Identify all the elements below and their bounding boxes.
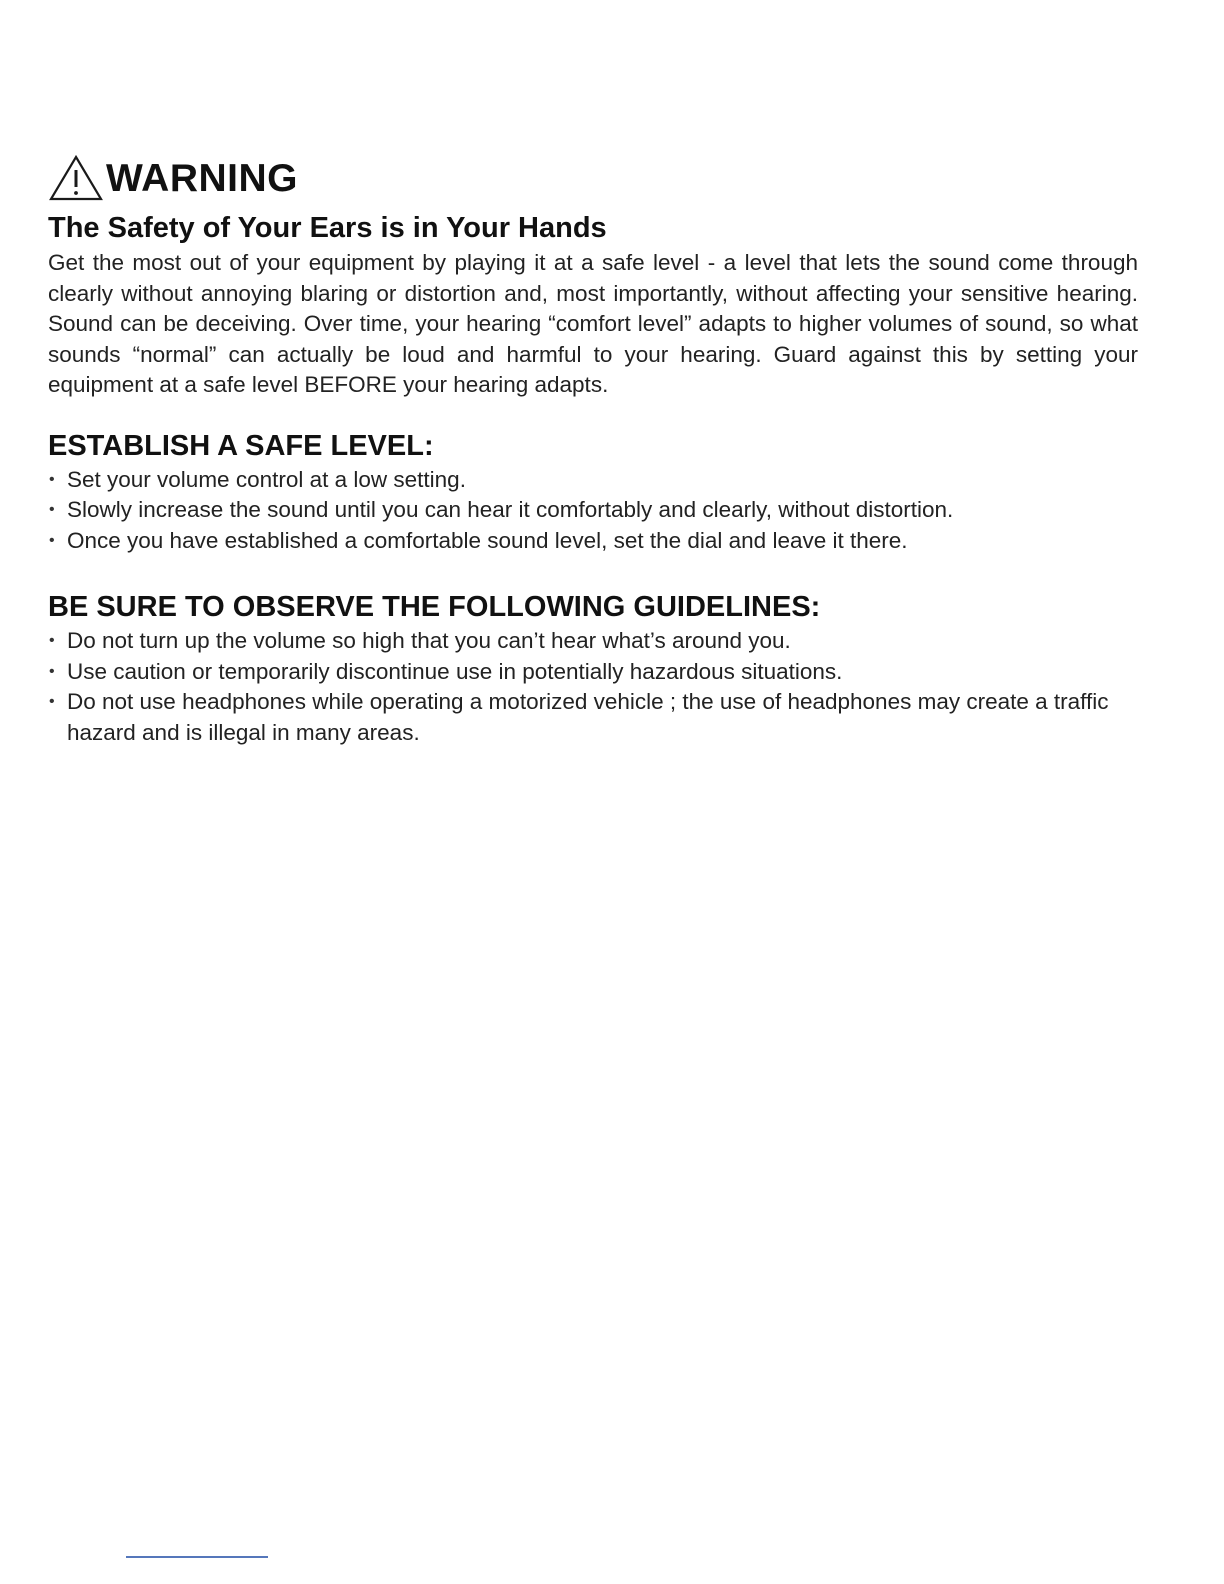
intro-paragraph: Get the most out of your equipment by playing it at a safe level - a level that lets the sound come through clearly without annoying blaring or distortion and, most importantly, without affecting your sensitive hearing. Sound can be deceiving. Over time, your hearing “comfort level” adapts to higher volumes of sound, so what sounds “normal” can actually be loud and harmful to your hearing. Guard against this by setting your equipment at a safe level BEFORE your hearing adapts. [48, 250, 1138, 397]
warning-header [48, 150, 1138, 202]
list-item: • Set your volume control at a low setting. [48, 465, 1138, 496]
warning-triangle-icon [48, 154, 104, 202]
list-item: • Do not use headphones while operating a motorized vehicle ; the use of headphones may create a traffic hazard and is illegal in many areas. [48, 687, 1138, 748]
list-item: • Use caution or temporarily discontinue use in potentially hazardous situations. [48, 657, 1138, 688]
list-item: • Slowly increase the sound until you can hear it comfortably and clearly, without distortion. [48, 495, 1138, 526]
safe-level-heading: ESTABLISH A SAFE LEVEL: [48, 429, 434, 462]
guidelines-heading: BE SURE TO OBSERVE THE FOLLOWING GUIDELINES: [48, 591, 821, 623]
document-page [48, 150, 1138, 748]
list-item: • Once you have established a comfortable sound level, set the dial and leave it there. [48, 526, 1138, 557]
safe-level-list [48, 465, 1138, 557]
list-item: • Do not turn up the volume so high that you can’t hear what’s around you. [48, 626, 1138, 657]
guidelines-list [48, 626, 1138, 748]
footer-divider [126, 1556, 268, 1558]
subtitle: The Safety of Your Ears is in Your Hands [48, 212, 607, 244]
warning-title: WARNING [106, 157, 298, 200]
